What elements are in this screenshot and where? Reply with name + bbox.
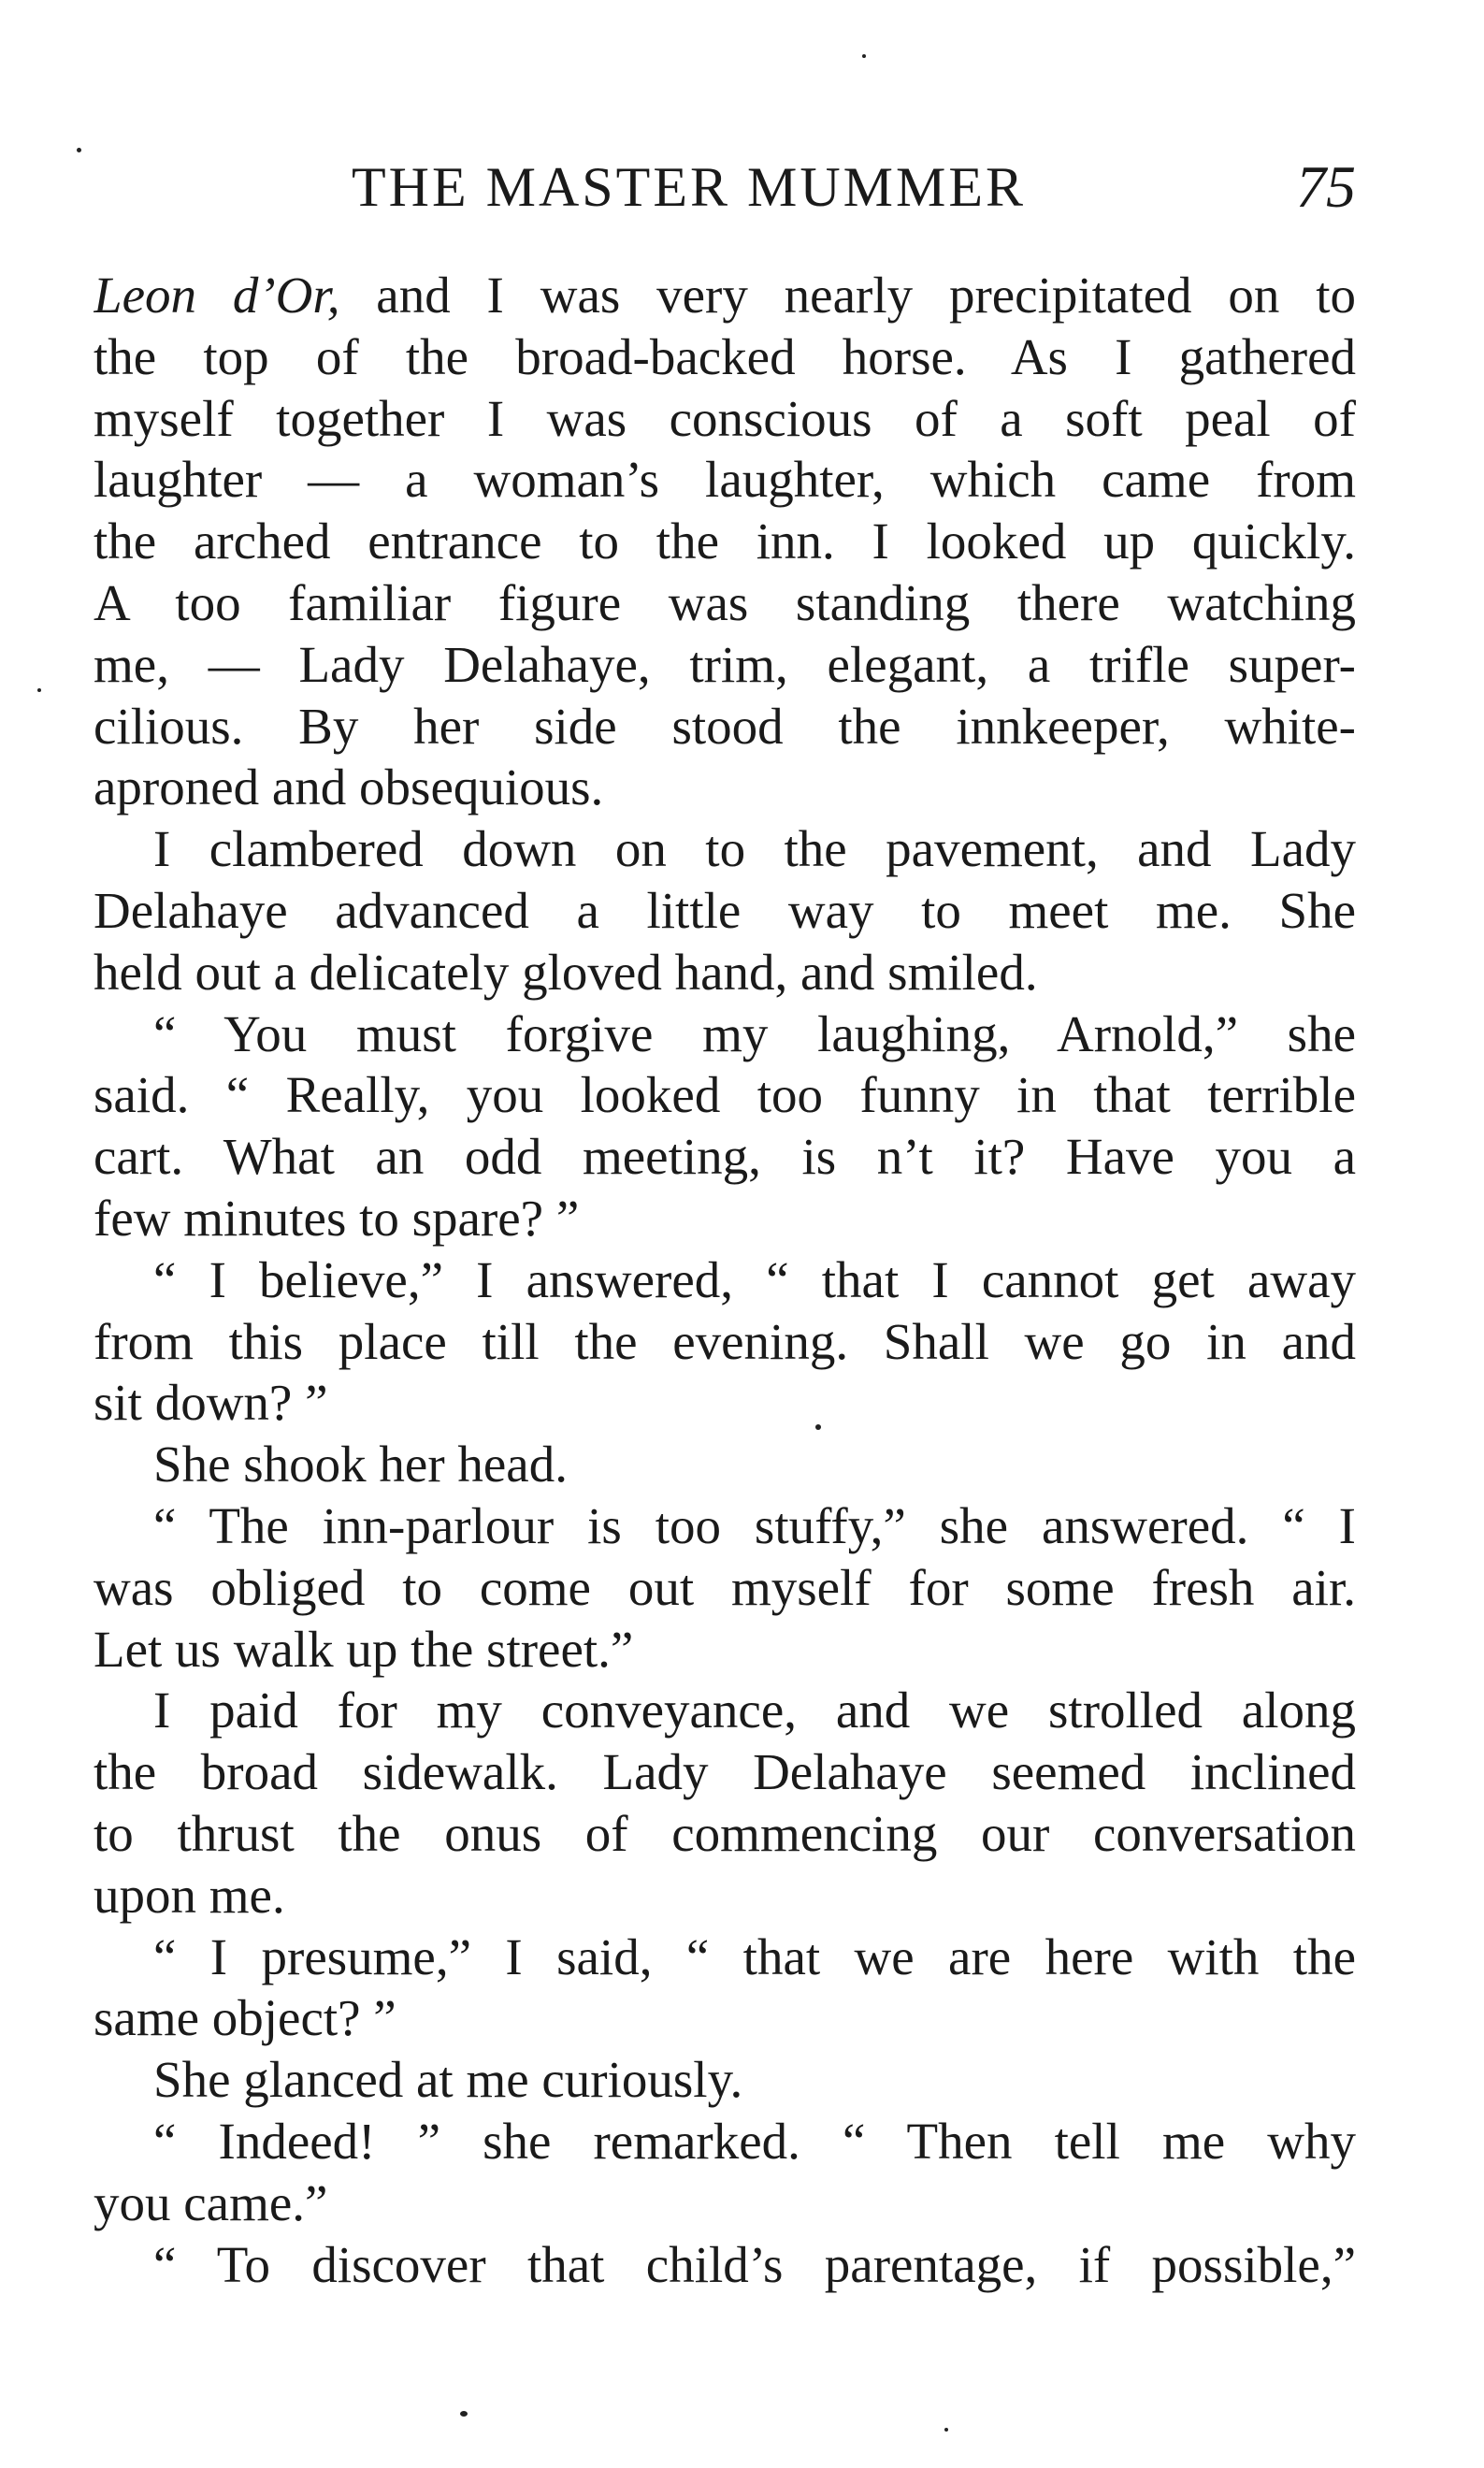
text-line: the arched entrance to the inn. I looked up quickly. [94,512,1356,570]
text-line: I paid for my conveyance, and we strolled along [153,1681,1356,1739]
text-line: “ I believe,” I answered, “ that I cannot get away [153,1250,1356,1308]
text-line: She glanced at me curiously. [153,2051,743,2109]
text-line: A too familiar figure was standing there watching [94,573,1356,631]
text-line [94,265,1356,326]
scan-speck [815,1424,821,1430]
text-line: the top of the broad-backed horse. As I gathered [94,327,1356,385]
text-line: you came.” [94,2173,328,2231]
text-line: laughter — a woman’s laughter, which came from [94,451,1356,509]
scan-speck [77,148,81,152]
scan-speck [862,54,866,58]
running-head [94,150,1356,224]
text-line: held out a delicately gloved hand, and smiled. [94,943,1038,1001]
text-line: aproned and obsequious. [94,758,604,816]
text-line: Delahaye advanced a little way to meet me. She [94,881,1356,939]
text-line: “ You must forgive my laughing, Arnold,” she [153,1004,1356,1062]
text-line-remainder: and I was very nearly precipitated on to [339,267,1356,324]
text-line: “ To discover that child’s parentage, if possible,” [153,2235,1356,2293]
text-line: from this place till the evening. Shall we go in and [94,1312,1356,1370]
body-text [94,265,1356,2295]
scan-speck [460,2411,468,2417]
text-line: to thrust the onus of commencing our conversation [94,1804,1356,1862]
text-line: “ I presume,” I said, “ that we are here with the [153,1927,1356,1985]
text-line: few minutes to spare? ” [94,1189,580,1247]
text-line: She shook her head. [153,1436,568,1494]
text-line: me, — Lady Delahaye, trim, elegant, a trifle super- [94,635,1356,693]
page-number: 75 [1296,153,1356,220]
scan-speck [37,688,41,692]
text-line: myself together I was conscious of a soft peal of [94,389,1356,447]
text-line: same object? ” [94,1989,396,2047]
text-line: “ Indeed! ” she remarked. “ Then tell me why [153,2112,1356,2170]
text-line: I clambered down on to the pavement, and Lady [153,820,1356,878]
text-line: sit down? ” [94,1374,328,1432]
text-line: upon me. [94,1866,285,1924]
text-line: cilious. By her side stood the innkeeper, white- [94,697,1356,755]
text-line: “ The inn-parlour is too stuffy,” she answered. “ I [153,1496,1356,1554]
text-line: Let us walk up the street.” [94,1620,634,1678]
text-line: the broad sidewalk. Lady Delahaye seemed inclined [94,1743,1356,1801]
scan-speck [944,2428,948,2432]
italic-place-name: Leon d’Or, [94,267,340,324]
text-line: cart. What an odd meeting, is n’t it? Have you a [94,1128,1356,1186]
text-line: said. “ Really, you looked too funny in that terrible [94,1066,1356,1124]
text-line: was obliged to come out myself for some fresh air. [94,1558,1356,1616]
running-title: THE MASTER MUMMER [352,156,1027,218]
